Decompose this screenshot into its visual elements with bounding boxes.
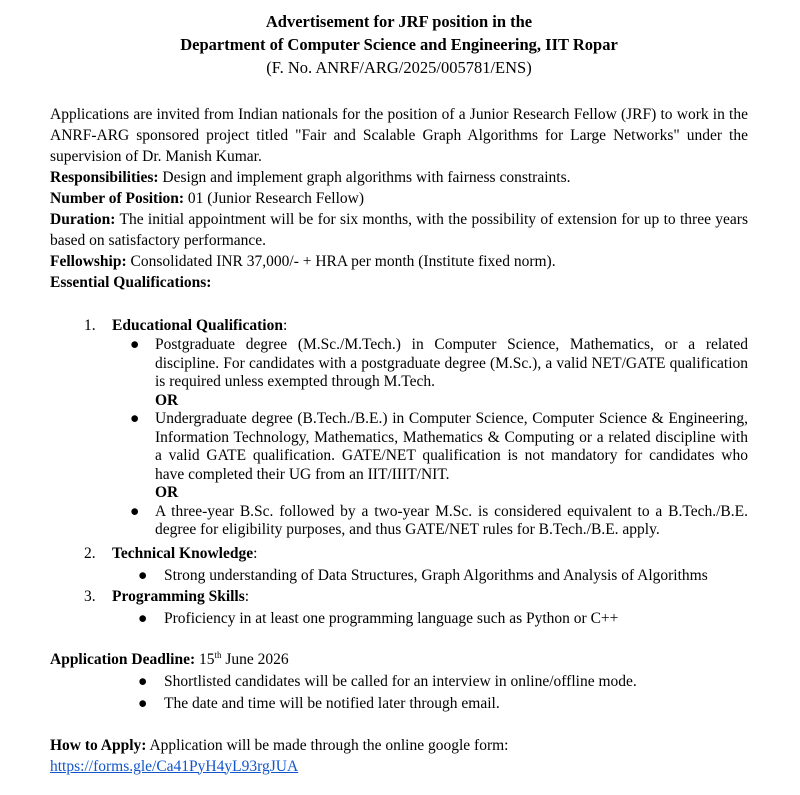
fellowship-line (50, 251, 748, 272)
advertisement-header (50, 10, 748, 79)
apply-value: Application will be made through the online google form: (146, 736, 509, 754)
apply-line (50, 735, 748, 756)
positions-label: Number of Position: (50, 190, 185, 207)
list-item (50, 336, 748, 392)
intro-paragraph: Applications are invited from Indian nationals for the position of a Junior Research Fellow (JRF) to work in the ANRF-ARG sponsored project titled "Fair and Scalable Graph Algorithms for Large Networks" under the supervision of Dr. Manish Kumar. (50, 106, 748, 165)
bullet-icon: ● (138, 694, 148, 712)
list-item (50, 693, 748, 714)
bullet-text: Strong understanding of Data Structures, Graph Algorithms and Analysis of Algorithms (164, 566, 708, 584)
fellowship-label: Fellowship: (50, 253, 127, 270)
header-title-line1: Advertisement for JRF position in the (265, 12, 533, 31)
item-suffix: : (253, 544, 258, 562)
list-item (50, 565, 748, 586)
deadline-label: Application Deadline: (50, 650, 196, 668)
item-number: 3. (84, 587, 96, 605)
bullet-text: The date and time will be notified later through email. (164, 694, 500, 712)
google-form-link[interactable]: https://forms.gle/Ca41PyH4yL93rgJUA (50, 757, 299, 775)
item-suffix: : (282, 317, 288, 334)
bullet-icon: ● (130, 410, 140, 427)
duration-value: The initial appointment will be for six months, with the possibility of extension for up to three years based on satisfactory performance. (50, 211, 748, 249)
bullet-icon: ● (130, 336, 140, 353)
deadline-bullets (50, 671, 748, 714)
or-separator: OR (155, 484, 179, 501)
bullet-icon: ● (138, 609, 148, 627)
responsibilities-line (50, 167, 748, 188)
technical-bullets (50, 565, 748, 586)
apply-label: How to Apply: (50, 736, 147, 754)
header-title-line2: Department of Computer Science and Engineering, IIT Ropar (180, 35, 618, 54)
bullet-text: Postgraduate degree (M.Sc./M.Tech.) in Computer Science, Mathematics, or a related discipline. For candidates with a postgraduate degree (M.Sc.), a valid NET/GATE qualification is required unless exempted through M.Tech. (155, 336, 748, 390)
bullet-icon: ● (138, 672, 148, 690)
duration-label: Duration: (50, 211, 116, 228)
bullet-text: Shortlisted candidates will be called for an interview in online/offline mode. (164, 672, 637, 690)
list-item (50, 503, 748, 540)
apply-section (50, 735, 748, 777)
bullet-text: Proficiency in at least one programming language such as Python or C++ (164, 609, 619, 627)
deadline-day-suffix: th (214, 649, 222, 660)
item-title: Technical Knowledge (112, 544, 254, 562)
intro-section (50, 104, 748, 293)
qualifications-list (50, 315, 748, 629)
educational-bullets (50, 410, 748, 484)
bullet-icon: ● (130, 502, 140, 520)
programming-bullets (50, 608, 748, 629)
deadline-line (50, 649, 748, 670)
item-number: 1. (84, 317, 96, 334)
file-number: (F. No. ANRF/ARG/2025/005781/ENS) (266, 58, 532, 77)
qualification-item-technical (50, 543, 748, 564)
duration-line (50, 209, 748, 251)
positions-line (50, 188, 748, 209)
deadline-rest: June 2026 (221, 650, 289, 668)
responsibilities-label: Responsibilities: (50, 169, 159, 186)
positions-value: 01 (Junior Research Fellow) (184, 190, 364, 207)
or-separator: OR (155, 391, 179, 409)
deadline-day: 15 (195, 650, 215, 668)
educational-bullets (50, 503, 748, 540)
bullet-text: A three-year B.Sc. followed by a two-year M.Sc. is considered equivalent to a B.Tech./B.E. degree for eligibility purposes, and thus GATE/NET rules for B.Tech./B.E. apply. (155, 502, 748, 538)
item-title: Programming Skills (112, 587, 245, 605)
educational-bullets (50, 336, 748, 392)
list-item (50, 410, 748, 484)
list-item (50, 671, 748, 692)
bullet-icon: ● (138, 566, 148, 584)
qualification-item-programming (50, 586, 748, 607)
item-title: Educational Qualification (112, 317, 283, 334)
qualifications-heading: Essential Qualifications: (50, 274, 212, 291)
list-item (50, 608, 748, 629)
item-suffix: : (244, 587, 250, 605)
responsibilities-value: Design and implement graph algorithms with fairness constraints. (158, 169, 571, 186)
qualification-item-educational (50, 315, 748, 336)
item-number: 2. (84, 544, 96, 562)
fellowship-value: Consolidated INR 37,000/- + HRA per month (Institute fixed norm). (126, 253, 556, 270)
bullet-text: Undergraduate degree (B.Tech./B.E.) in Computer Science, Computer Science & Engineering, Information Technology, Mathematics, Mathematics & Computing or a related discipline with a valid GATE qualification. GATE/NET qualification is not mandatory for candidates who have completed their UG from an IIT/IIIT/NIT. (155, 410, 748, 483)
deadline-section (50, 649, 748, 714)
